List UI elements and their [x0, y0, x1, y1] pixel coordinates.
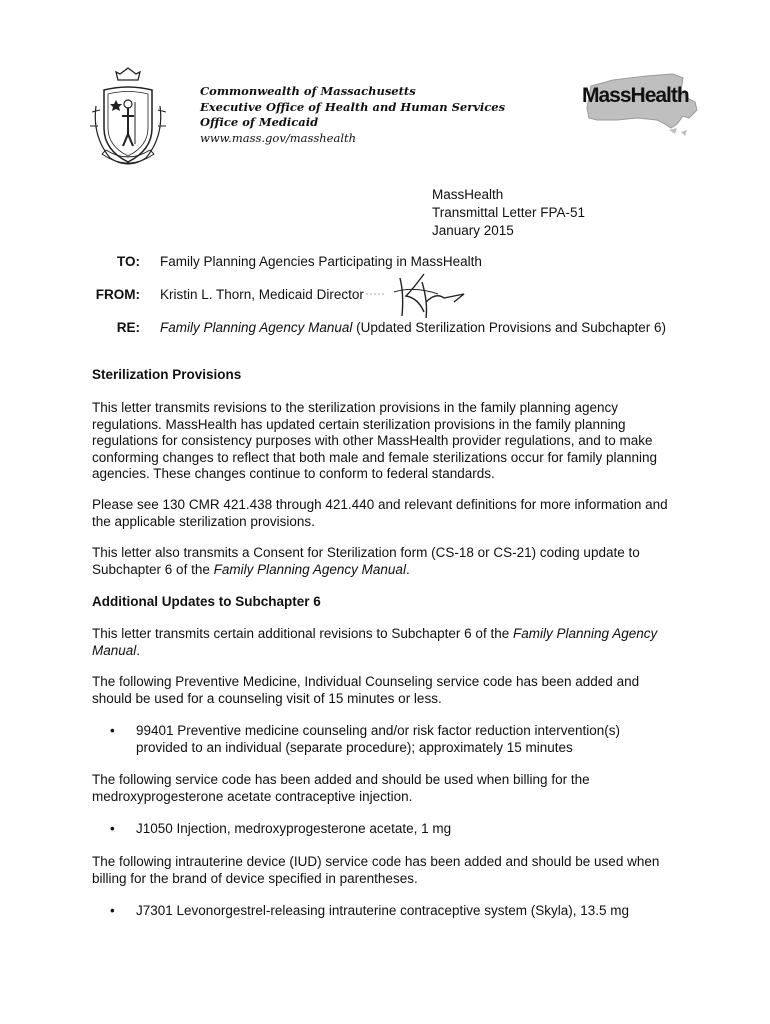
paragraph-3 [92, 545, 682, 578]
commonwealth-seal-icon [88, 66, 168, 172]
paragraph-7 [92, 854, 682, 887]
masshealth-wordmark: MassHealth [582, 84, 689, 107]
memo-to-label: TO: [117, 254, 140, 269]
bullet-icon: • [110, 821, 115, 836]
paragraph-text: The following Preventive Medicine, Individual Counseling service code has been added and should be used for a counseling visit of 15 minutes or less. [92, 674, 640, 706]
memo-re-value [160, 320, 666, 335]
memo-re-manual: Family Planning Agency Manual [160, 320, 353, 335]
paragraph-4-manual: Family Planning Agency Manual [92, 626, 658, 658]
paragraph-text [92, 545, 682, 578]
memo-re-rest: (Updated Sterilization Provisions and Subchapter 6) [352, 320, 667, 335]
agency-header [200, 84, 505, 146]
reference-block [432, 186, 585, 240]
paragraph-text: The following intrauterine device (IUD) service code has been added and should be used when billing for the brand of device specified in parentheses. [92, 854, 660, 886]
list-item-text: J7301 Levonorgestrel-releasing intrauterine contraceptive system (Skyla), 13.5 mg [136, 903, 629, 918]
list-item-text: J1050 Injection, medroxyprogesterone acetate, 1 mg [136, 821, 452, 836]
paragraph-1 [92, 400, 682, 483]
memo-from-value: Kristin L. Thorn, Medicaid Director [160, 287, 364, 302]
paragraph-5 [92, 674, 682, 707]
paragraph-3-manual: Family Planning Agency Manual [213, 561, 406, 577]
heading-sterilization [92, 367, 682, 384]
paragraph-text: The following service code has been added and should be used when billing for the medroxyprogesterone acetate contraceptive injection. [92, 772, 590, 804]
bullet-icon: • [110, 903, 115, 918]
reference-date: January 2015 [432, 223, 514, 238]
paragraph-4-text-a: This letter transmits certain additional revisions to Subchapter 6 of the [92, 626, 513, 641]
agency-website: www.mass.gov/masshealth [200, 130, 357, 145]
masshealth-logo [577, 68, 701, 142]
signature-icon [364, 272, 474, 322]
paragraph-4-text-b: . [136, 642, 141, 658]
agency-line-commonwealth: Commonwealth of Massachusetts [200, 84, 416, 98]
section-heading: Additional Updates to Subchapter 6 [92, 594, 321, 609]
paragraph-text: This letter transmits revisions to the sterilization provisions in the family planning agency regulations. MassHealth has updated certain sterilization provisions in the family planning regulations for consistency purposes with other MassHealth provider regulations, and to make conforming changes to reflect that both male and female sterilizations occur for family planning agencies. These changes continue to conform to federal standards. [92, 400, 658, 482]
memo-re-label: RE: [116, 320, 140, 335]
memo-from-label: FROM: [95, 287, 140, 302]
paragraph-2 [92, 497, 682, 530]
paragraph-3-text-b: . [405, 561, 410, 577]
reference-letter-id: Transmittal Letter FPA-51 [432, 205, 586, 220]
memo-to-value: Family Planning Agencies Participating in MassHealth [160, 254, 482, 269]
paragraph-text [92, 626, 682, 659]
bullet-icon: • [110, 723, 115, 738]
paragraph-text: Please see 130 CMR 421.438 through 421.440 and relevant definitions for more information and the applicable sterilization provisions. [92, 497, 668, 529]
list-item-text: 99401 Preventive medicine counseling and/or risk factor reduction intervention(s) provided to an individual (separate procedure); approximately 15 minutes [136, 723, 621, 755]
reference-program: MassHealth [432, 187, 504, 202]
heading-additional-updates [92, 594, 682, 611]
paragraph-4 [92, 626, 682, 659]
paragraph-3-text-a: This letter also transmits a Consent for Sterilization form (CS-18 or CS-21) coding update to Subchapter 6 of the [92, 545, 640, 577]
agency-line-medicaid: Office of Medicaid [200, 115, 319, 129]
paragraph-6 [92, 772, 682, 805]
section-heading: Sterilization Provisions [92, 367, 242, 382]
agency-line-eohhs: Executive Office of Health and Human Services [200, 99, 506, 114]
